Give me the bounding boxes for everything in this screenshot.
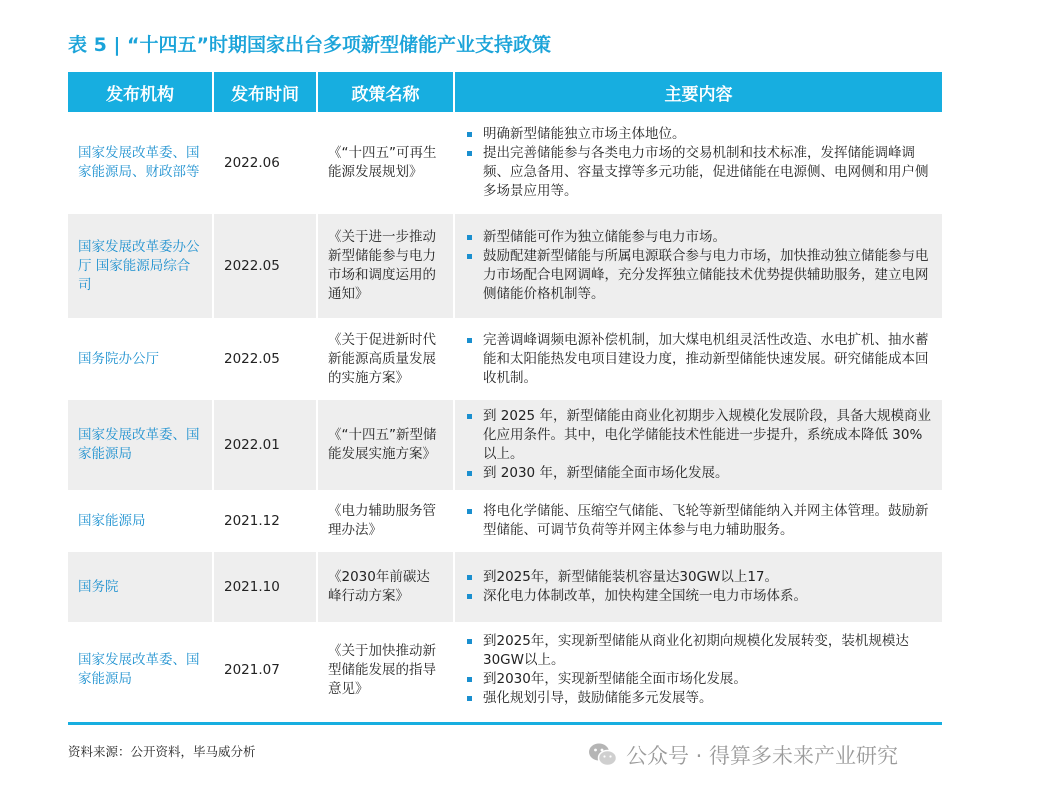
table-row (68, 318, 942, 400)
watermark-text: 公众号 · 得算多未来产业研究 (626, 744, 899, 768)
table-bottom-rule (68, 722, 942, 725)
cell-policy: 《关于加快推动新型储能发展的指导意见》 (317, 622, 454, 718)
source-note: 资料来源：公开资料，毕马威分析 (68, 744, 256, 759)
cell-date: 2021.12 (213, 490, 317, 552)
cell-org: 国家发展改革委、国家能源局 (68, 622, 213, 718)
content-point: 新型储能可作为独立储能参与电力市场。 (465, 228, 932, 247)
cell-policy: 《“十四五”可再生能源发展规划》 (317, 112, 454, 214)
cell-org: 国务院 (68, 552, 213, 622)
header-date: 发布时间 (213, 72, 317, 112)
content-point: 到 2030 年，新型储能全面市场化发展。 (465, 464, 932, 483)
table-row (68, 622, 942, 718)
content-point: 到2025年，实现新型储能从商业化初期向规模化发展转变，装机规模达30GW以上。 (465, 632, 932, 670)
content-point: 鼓励配建新型储能与所属电源联合参与电力市场，加快推动独立储能参与电力市场配合电网调峰，充分发挥独立储能技术优势提供辅助服务，建立电网侧储能价格机制等。 (465, 247, 932, 304)
content-list (465, 407, 932, 483)
content-point: 完善调峰调频电源补偿机制，加大煤电机组灵活性改造、水电扩机、抽水蓄能和太阳能热发电项目建设力度，推动新型储能快速发展。研究储能成本回收机制。 (465, 331, 932, 388)
table-row (68, 214, 942, 318)
header-policy: 政策名称 (317, 72, 454, 112)
cell-date: 2021.10 (213, 552, 317, 622)
table-header-row (68, 72, 942, 112)
content-list (465, 568, 932, 606)
cell-content (454, 552, 942, 622)
cell-content (454, 318, 942, 400)
content-point: 深化电力体制改革，加快构建全国统一电力市场体系。 (465, 587, 932, 606)
content-list (465, 228, 932, 304)
cell-date: 2021.07 (213, 622, 317, 718)
content-list (465, 632, 932, 708)
table-row (68, 400, 942, 490)
cell-org: 国家能源局 (68, 490, 213, 552)
watermark (588, 740, 898, 770)
header-org: 发布机构 (68, 72, 213, 112)
header-content: 主要内容 (454, 72, 942, 112)
content-list (465, 502, 932, 540)
content-list (465, 125, 932, 201)
cell-policy: 《“十四五”新型储能发展实施方案》 (317, 400, 454, 490)
table-row (68, 490, 942, 552)
cell-policy: 《2030年前碳达峰行动方案》 (317, 552, 454, 622)
cell-date: 2022.06 (213, 112, 317, 214)
cell-policy: 《电力辅助服务管理办法》 (317, 490, 454, 552)
cell-org: 国务院办公厅 (68, 318, 213, 400)
cell-org: 国家发展改革委、国家能源局 (68, 400, 213, 490)
content-point: 到2025年，新型储能装机容量达30GW以上17。 (465, 568, 932, 587)
content-point: 强化规划引导，鼓励储能多元发展等。 (465, 689, 932, 708)
content-list (465, 331, 932, 388)
cell-date: 2022.01 (213, 400, 317, 490)
table-row (68, 552, 942, 622)
content-point: 将电化学储能、压缩空气储能、飞轮等新型储能纳入并网主体管理。鼓励新型储能、可调节负荷等并网主体参与电力辅助服务。 (465, 502, 932, 540)
cell-content (454, 490, 942, 552)
content-point: 到2030年，实现新型储能全面市场化发展。 (465, 670, 932, 689)
cell-org: 国家发展改革委、国家能源局、财政部等 (68, 112, 213, 214)
table-row (68, 112, 942, 214)
cell-content (454, 112, 942, 214)
content-point: 明确新型储能独立市场主体地位。 (465, 125, 932, 144)
cell-content (454, 214, 942, 318)
cell-content (454, 622, 942, 718)
content-point: 提出完善储能参与各类电力市场的交易机制和技术标准，发挥储能调峰调频、应急备用、容量支撑等多元功能，促进储能在电源侧、电网侧和用户侧多场景应用等。 (465, 144, 932, 201)
wechat-icon (588, 742, 618, 768)
cell-policy: 《关于促进新时代新能源高质量发展的实施方案》 (317, 318, 454, 400)
content-point: 到 2025 年，新型储能由商业化初期步入规模化发展阶段，具备大规模商业化应用条件。其中，电化学储能技术性能进一步提升，系统成本降低 30%以上。 (465, 407, 932, 464)
table-title: 表 5 | “十四五”时期国家出台多项新型储能产业支持政策 (68, 34, 551, 56)
cell-content (454, 400, 942, 490)
policy-table (68, 72, 942, 718)
cell-org: 国家发展改革委办公厅 国家能源局综合司 (68, 214, 213, 318)
cell-date: 2022.05 (213, 318, 317, 400)
cell-date: 2022.05 (213, 214, 317, 318)
cell-policy: 《关于进一步推动新型储能参与电力市场和调度运用的通知》 (317, 214, 454, 318)
